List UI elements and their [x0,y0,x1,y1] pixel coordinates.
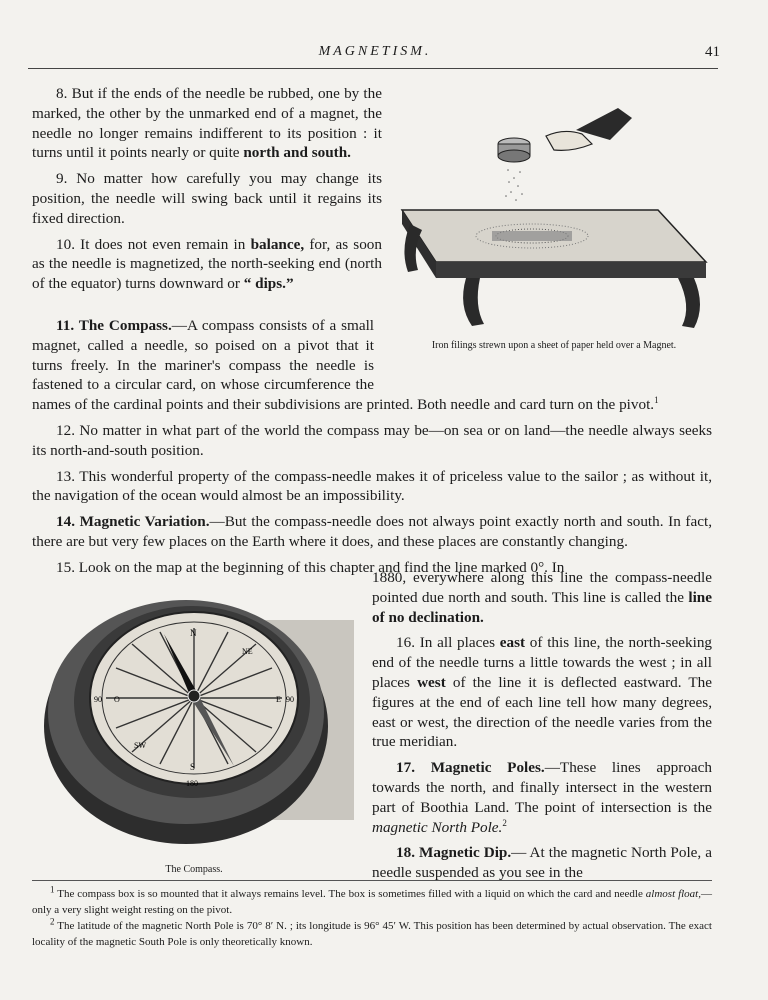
filings-caption: Iron filings strewn upon a sheet of paper held over a Magnet. [431,340,677,351]
paragraph-18 [372,843,712,883]
paragraph-10 [32,235,382,294]
para17-heading: 17. Magnetic Poles. [396,759,545,777]
sleeve-shape [576,108,632,140]
compass-mark-sw: SW [134,741,146,750]
compass-mark-ne: NE [242,647,253,656]
para11-text: —A compass consists of a small magnet, called a needle, so poised on a pivot that it turns freely. In the mariner's compass the needle is fastened to a circular card, on whose circumference the names of the cardinal points and their subdivisions are printed. Both needle and card turn on the pivot. [32,317,655,414]
paragraph-13: 13. This wonderful property of the compass-needle makes it of priceless value to the sailor ; as without it, the navigation of the ocean would almost be an impossibility. [32,467,712,505]
iron-filings-figure [396,100,712,336]
para16-bold-west: west [417,673,446,691]
paragraph-12: 12. No matter in what part of the world the compass may be—on sea or on land—the needle always seeks its north-and-south position. [32,421,712,459]
para8-text: 8. But if the ends of the needle be rubbed, one by the marked, the other by the unmarked end of a magnet, the needle no longer remains indifferent to its position : it turns until it points nearly or quite [32,85,382,162]
page-header [30,44,720,66]
compass-mark-n: N [190,628,197,638]
footnote-1-text-a: The compass box is so mounted that it always remains level. The box is sometimes filled with a liquid on which the card and needle [54,888,646,900]
upper-left-column [32,84,382,300]
paragraph-15-cont [372,568,712,627]
para14-text: —But the compass-needle does not always point exactly north and south. In fact, there are but very few places on the Earth where it does, and these places are constantly changing. [32,513,712,550]
para16-bold-east: east [499,634,526,652]
compass-caption: The Compass. [165,864,223,875]
iron-filings-illustration [396,100,712,336]
paragraph-16 [372,633,712,752]
para16-text-c: of this line, the north-seeking end of the needle turns a little towards the west ; in all places [372,634,713,691]
para16-text-a: 16. In all places [396,634,500,652]
para10-bold: balance, [250,235,305,253]
compass-mark-o: O [114,695,120,704]
para18-text: — At the magnetic North Pole, a needle suspended as you see in the [372,844,712,882]
para16-text-d: of the line it is deflected eastward. The figures at the end of each line tell how many degrees, east or west, the direction of the needle varies from the true meridian. [372,673,712,751]
running-title: MAGNETISM. [318,44,432,59]
footnote-2-number: 2 [50,916,55,927]
page-number: 41 [705,44,720,60]
compass-mark-e: E [276,695,281,704]
paragraph-15-first-line: 15. Look on the map at the beginning of this chapter and find the line marked 0°. In [56,558,565,576]
para10-text-a: 10. It does not even remain in [56,235,251,253]
para17-text: —These lines approach towards the north, and finally intersect in the western part of Boothia Land. The point of intersection is the [372,759,712,816]
footnote-1-number: 1 [50,884,55,895]
para11-heading: 11. The Compass. [56,317,172,334]
footnote-1-italic: almost float, [645,888,701,900]
footnote-rule [32,880,712,881]
para15-text: 1880, everywhere along this line the compass-needle pointed due north and south. This line is called the [372,569,712,606]
footnote-2-text: The latitude of the magnetic North Pole is 70° 8′ N. ; its longitude is 96° 45′ W. This position has been determined by actual observation. The exact locality of the magnetic South Pole is only theoretically known. [32,920,712,948]
para17-italic: magnetic North Pole. [372,818,503,836]
compass-illustration [34,576,354,848]
paragraph-9: 9. No matter how carefully you may change its position, the needle will swing back until it regains its fixed direction. [32,170,382,227]
header-rule [28,68,718,69]
paragraph-11-block [32,316,712,578]
compass-deg-left: 90 [94,695,102,704]
paragraph-14 [32,512,712,552]
para10-bold-dips: “ dips.” [243,275,294,293]
footnote-1 [32,886,712,918]
para18-heading: 18. Magnetic Dip. [396,844,512,862]
compass-deg-bottom: 180 [186,779,198,788]
footnote-ref-1: 1 [654,395,659,406]
footnotes [32,886,712,950]
lower-right-column [372,568,712,889]
paragraph-17 [372,758,712,837]
paragraph-8 [32,84,382,163]
para10-text-c: for, as soon as the needle is magnetized, the north-seeking end (north of the equator) turns downward or [32,235,382,293]
para8-bold: north and south. [243,144,351,162]
footnote-2 [32,918,712,950]
para15-bold: line of no declination. [372,588,712,626]
compass-figure [34,576,354,848]
compass-deg-right: 90 [286,695,294,704]
footnote-1-text-b: —only a very slight weight resting on the pivot. [32,888,712,916]
compass-mark-s: S [190,762,196,772]
footnote-ref-2: 2 [502,817,507,828]
para14-heading: 14. Magnetic Variation. [56,513,210,531]
